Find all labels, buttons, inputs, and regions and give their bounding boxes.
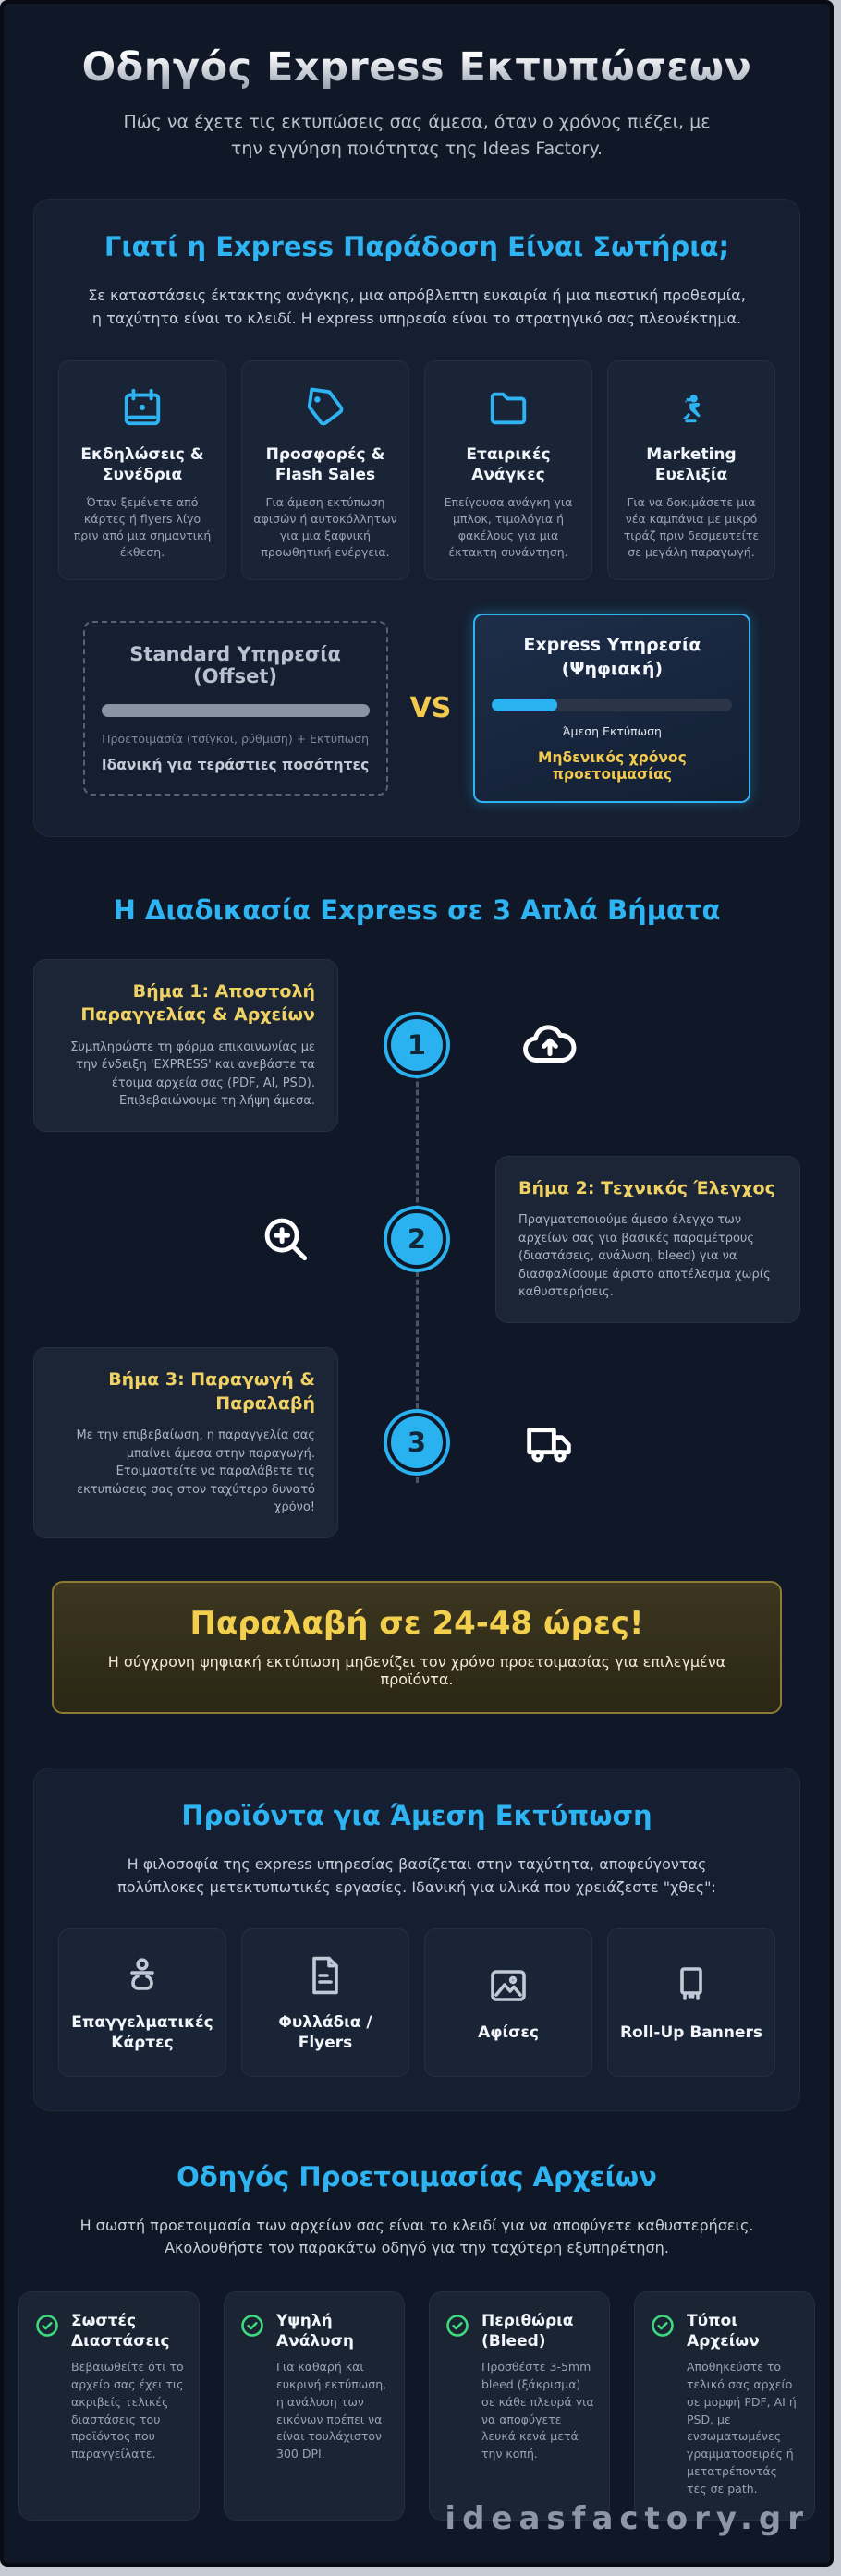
calendar-icon: [70, 383, 214, 431]
why-card-title: Marketing Ευελιξία: [646, 444, 737, 484]
prep-card-resolution: [224, 2291, 405, 2521]
rollup-banner-icon: [617, 1963, 765, 2008]
process-step-3: [33, 1347, 800, 1538]
express-service-note: Μηδενικός χρόνος προετοιμασίας: [538, 748, 687, 783]
express-service-title: Express Υπηρεσία (Ψηφιακή): [523, 635, 701, 679]
why-card-events: [58, 360, 226, 581]
products-section-title: Προϊόντα για Άμεση Εκτύπωση: [181, 1799, 652, 1831]
why-card-corporate: [424, 360, 592, 581]
prep-section: [18, 2161, 815, 2564]
check-circle-icon: [445, 2313, 470, 2351]
folder-icon: [436, 383, 580, 431]
why-card-title: Προσφορές & Flash Sales: [265, 444, 385, 484]
cloud-upload-icon: [495, 1015, 800, 1075]
check-circle-icon: [34, 2313, 60, 2351]
standard-service-caption: Προετοιμασία (τσίγκοι, ρύθμιση) + Εκτύπωση: [102, 731, 369, 746]
product-card-posters: [424, 1928, 592, 2076]
step-title: Βήμα 1: Αποστολή Παραγγελίας & Αρχείων: [80, 980, 315, 1026]
tag-icon: [253, 383, 397, 431]
truck-icon: [495, 1413, 800, 1472]
standard-service-card: [83, 621, 388, 796]
prep-card-title: Υψηλή Ανάλυση: [276, 2312, 354, 2351]
express-service-card: [473, 614, 750, 802]
process-section-title: Η Διαδικασία Express σε 3 Απλά Βήματα: [113, 893, 721, 926]
why-card-text: Για άμεση εκτύπωση αφισών ή αυτοκόλλητων για μια ξαφνική προωθητική ενέργεια.: [253, 494, 397, 560]
step-number-badge: 2: [387, 1209, 446, 1269]
banner-text: Η σύγχρονη ψηφιακή εκτύπωση μηδενίζει τον χρόνο προετοιμασίας για επιλεγμένα προϊόντα.: [107, 1652, 726, 1688]
process-timeline: [33, 959, 800, 1538]
products-card-row: [58, 1928, 775, 2076]
product-card-flyers: [241, 1928, 409, 2076]
product-label: Αφίσες: [478, 2023, 539, 2043]
prep-card-text: Βεβαιωθείτε ότι το αρχείο σας έχει τις ακριβείς τελικές διαστάσεις του προϊόντος που παραγγείλατε.: [71, 2360, 184, 2461]
process-step-2: [33, 1156, 800, 1323]
step-number-badge: 3: [387, 1413, 446, 1472]
step-card-2: [495, 1156, 800, 1323]
step-title: Βήμα 3: Παραγωγή & Παραλαβή: [108, 1368, 315, 1414]
prep-card-title: Σωστές Διαστάσεις: [71, 2312, 170, 2351]
express-progress-fill: [492, 699, 556, 711]
service-comparison: [58, 614, 775, 802]
why-section-intro: Σε καταστάσεις έκτακτης ανάγκης, μια απρόβλεπτη ευκαιρία ή μια πιεστική προθεσμία, η ταχύτητα είναι το κλειδί. Η express υπηρεσία είναι το στρατηγικό σας πλεονέκτημα.: [88, 286, 746, 327]
step-title: Βήμα 2: Τεχνικός Έλεγχος: [518, 1177, 775, 1198]
why-section-panel: [33, 199, 800, 837]
product-label: Roll-Up Banners: [619, 2023, 763, 2043]
step-text: Συμπληρώστε τη φόρμα επικοινωνίας με την ένδειξη 'EXPRESS' και ανεβάστε τα έτοιμα αρχεία σας (PDF, AI, PSD). Επιβεβαιώνουμε τη λήψη άμεσα.: [70, 1039, 315, 1109]
prep-card-dimensions: [18, 2291, 200, 2521]
step-text: Με την επιβεβαίωση, η παραγγελία σας μπαίνει άμεσα στην παραγωγή. Ετοιμαστείτε να παραλάβετε τις εκτυπώσεις σας στον ταχύτερο δυνατό χρόνο!: [76, 1428, 315, 1515]
step-number-badge: 1: [387, 1015, 446, 1075]
vs-label: VS: [409, 691, 452, 724]
why-card-marketing: [607, 360, 775, 581]
flyer-icon: [251, 1953, 399, 1998]
megaphone-icon: [619, 383, 763, 431]
footer-site-link[interactable]: ideasfactory.gr: [445, 2500, 810, 2538]
prep-card-text: Για καθαρή και ευκρινή εκτύπωση, η ανάλυση των εικόνων πρέπει να είναι τουλάχιστον 300 DPI.: [276, 2360, 387, 2461]
step-card-1: [33, 959, 338, 1132]
prep-card-grid: [18, 2291, 815, 2521]
check-circle-icon: [239, 2313, 265, 2351]
why-card-offers: [241, 360, 409, 581]
prep-card-bleed: [429, 2291, 610, 2521]
why-card-title: Εταιρικές Ανάγκες: [466, 444, 551, 484]
why-card-title: Εκδηλώσεις & Συνέδρια: [80, 444, 204, 484]
step-text: Πραγματοποιούμε άμεσο έλεγχο των αρχείων σας για βασικές παραμέτρους (διαστάσεις, ανάλυση, bleed) για να διασφαλίσουμε άριστο αποτέλεσμα χωρίς καθυστερήσεις.: [518, 1213, 771, 1300]
process-step-1: [33, 959, 800, 1132]
prep-card-title: Περιθώρια (Bleed): [481, 2312, 574, 2351]
why-section-title: Γιατί η Express Παράδοση Είναι Σωτήρια;: [104, 231, 730, 262]
magnifier-plus-icon: [33, 1210, 338, 1268]
prep-card-title: Τύποι Αρχείων: [687, 2312, 760, 2351]
why-card-text: Όταν ξεμένετε από κάρτες ή flyers λίγο πριν από μια σημαντική έκθεση.: [73, 494, 212, 560]
business-card-icon: [68, 1953, 216, 1998]
product-card-business-cards: [58, 1928, 226, 2076]
why-card-text: Επείγουσα ανάγκη για μπλοκ, τιμολόγια ή φακέλους για μια έκτακτη συνάντηση.: [444, 494, 573, 560]
product-label: Επαγγελματικές Κάρτες: [71, 2013, 213, 2053]
product-card-rollup-banners: [607, 1928, 775, 2076]
step-card-3: [33, 1347, 338, 1538]
standard-service-note: Ιδανική για τεράστιες ποσότητες: [101, 756, 370, 773]
express-service-caption: Άμεση Εκτύπωση: [562, 723, 662, 738]
prep-card-filetypes: [634, 2291, 815, 2521]
header: [4, 4, 830, 162]
page-subtitle: Πώς να έχετε τις εκτυπώσεις σας άμεσα, όταν ο χρόνος πιέζει, με την εγγύηση ποιότητας της Ideas Factory.: [123, 112, 711, 159]
why-card-row: [58, 360, 775, 581]
prep-card-text: Προσθέστε 3-5mm bleed (ξάκρισμα) σε κάθε πλευρά για να αποφύγετε λευκά κενά μετά την κοπή.: [481, 2360, 594, 2461]
products-section-panel: [33, 1768, 800, 2111]
products-section-intro: Η φιλοσοφία της express υπηρεσίας βασίζεται στην ταχύτητα, αποφεύγοντας πολύπλοκες μετεκτυπωτικές εργασίες. Ιδανική για υλικά που χρειάζεστε "χθες":: [117, 1854, 716, 1896]
delivery-banner: [52, 1581, 782, 1714]
check-circle-icon: [650, 2313, 676, 2351]
page-title: Οδηγός Express Εκτυπώσεων: [4, 44, 830, 91]
prep-section-intro: Η σωστή προετοιμασία των αρχείων σας είναι το κλειδί για να αποφύγετε καθυστερήσεις. Ακολουθήστε τον παρακάτω οδηγό για την ταχύτερη εξυπηρέτηση.: [79, 2216, 754, 2257]
prep-card-text: Αποθηκεύστε το τελικό σας αρχείο σε μορφή PDF, AI ή PSD, με ενσωματωμένες γραμματοσειρές ή μετατρέποντάς τες σε path.: [687, 2360, 797, 2496]
standard-service-title: Standard Υπηρεσία (Offset): [129, 642, 341, 687]
banner-title: Παραλαβή σε 24-48 ώρες!: [189, 1604, 644, 1642]
standard-progress-bar: [102, 704, 370, 717]
why-card-text: Για να δοκιμάσετε μια νέα καμπάνια με μικρό τιράζ πριν δεσμευτείτε σε μεγάλη παραγωγή.: [623, 494, 760, 560]
product-label: Φυλλάδια / Flyers: [278, 2013, 372, 2053]
prep-section-title: Οδηγός Προετοιμασίας Αρχείων: [177, 2160, 657, 2193]
express-progress-track: [492, 699, 732, 711]
poster-icon: [434, 1963, 582, 2008]
